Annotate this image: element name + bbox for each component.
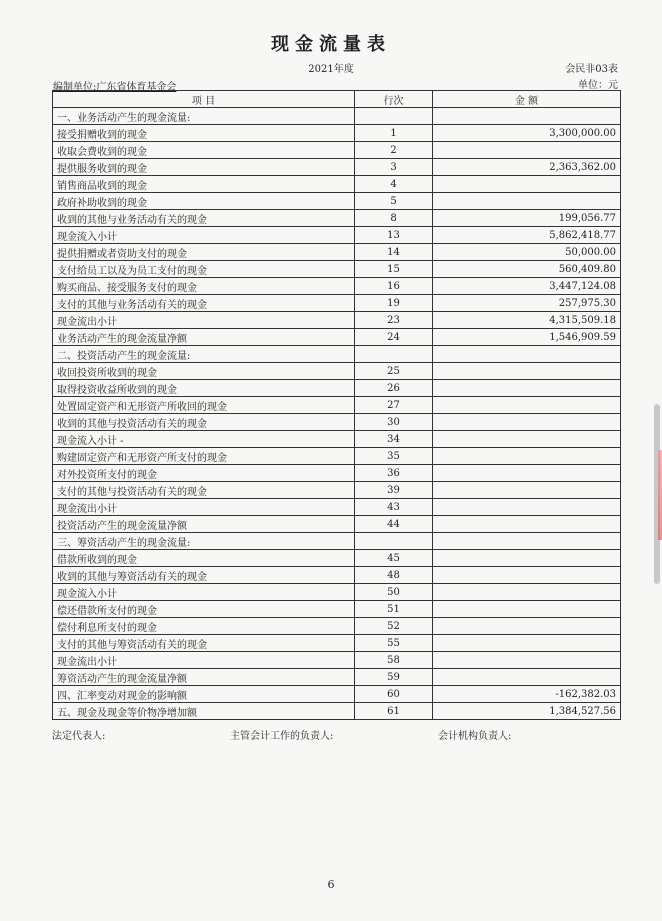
table-row (53, 295, 621, 312)
row-line-number (355, 533, 433, 550)
row-item: 投资活动产生的现金流量净额 (53, 516, 355, 533)
column-header-amount: 金 额 (433, 91, 621, 108)
row-line-number: 48 (355, 567, 433, 584)
row-amount: 199,056.77 (433, 210, 621, 227)
row-line-number: 43 (355, 499, 433, 516)
row-amount (433, 533, 621, 550)
row-line-number: 59 (355, 669, 433, 686)
table-row (53, 244, 621, 261)
row-item: 现金流入小计 - (53, 431, 355, 448)
row-amount (433, 397, 621, 414)
row-amount (433, 550, 621, 567)
row-line-number: 50 (355, 584, 433, 601)
form-number: 会民非03表 (565, 64, 618, 75)
row-amount: 5,862,418.77 (433, 227, 621, 244)
row-item: 收到的其他与筹资活动有关的现金 (53, 567, 355, 584)
row-item: 支付的其他与业务活动有关的现金 (53, 295, 355, 312)
row-amount (433, 482, 621, 499)
row-line-number: 19 (355, 295, 433, 312)
row-line-number: 1 (355, 125, 433, 142)
table-row (53, 397, 621, 414)
row-amount (433, 346, 621, 363)
table-row (53, 635, 621, 652)
row-line-number: 5 (355, 193, 433, 210)
row-item: 销售商品收到的现金 (53, 176, 355, 193)
row-line-number: 51 (355, 601, 433, 618)
table-row (53, 363, 621, 380)
row-line-number: 16 (355, 278, 433, 295)
row-line-number: 52 (355, 618, 433, 635)
row-amount (433, 465, 621, 482)
table-row (53, 193, 621, 210)
row-amount (433, 669, 621, 686)
row-line-number: 25 (355, 363, 433, 380)
table-row (53, 414, 621, 431)
row-item: 筹资活动产生的现金流量净额 (53, 669, 355, 686)
table-row (53, 618, 621, 635)
row-amount (433, 142, 621, 159)
row-item: 政府补助收到的现金 (53, 193, 355, 210)
row-line-number: 39 (355, 482, 433, 499)
row-line-number: 14 (355, 244, 433, 261)
table-row (53, 431, 621, 448)
table-row (53, 312, 621, 329)
table-body (53, 108, 621, 720)
row-amount: 4,315,509.18 (433, 312, 621, 329)
column-header-line: 行次 (355, 91, 433, 108)
table-row (53, 159, 621, 176)
row-item: 购买商品、接受服务支付的现金 (53, 278, 355, 295)
fiscal-year: 2021年度 (308, 64, 354, 75)
row-amount: 3,447,124.08 (433, 278, 621, 295)
row-item: 对外投资所支付的现金 (53, 465, 355, 482)
column-header-item: 项 目 (53, 91, 355, 108)
row-item: 支付的其他与筹资活动有关的现金 (53, 635, 355, 652)
row-line-number: 13 (355, 227, 433, 244)
seal-edge (658, 450, 662, 540)
row-item: 三、筹资活动产生的现金流量: (53, 533, 355, 550)
table-row (53, 278, 621, 295)
table-row (53, 669, 621, 686)
row-line-number: 55 (355, 635, 433, 652)
row-line-number: 34 (355, 431, 433, 448)
legal-representative-label: 法定代表人: (52, 731, 106, 742)
row-item: 处置固定资产和无形资产所收回的现金 (53, 397, 355, 414)
row-amount (433, 363, 621, 380)
row-amount (433, 448, 621, 465)
row-item: 提供捐赠或者资助支付的现金 (53, 244, 355, 261)
row-item: 收取会费收到的现金 (53, 142, 355, 159)
table-row (53, 550, 621, 567)
table-row (53, 533, 621, 550)
row-line-number: 4 (355, 176, 433, 193)
row-line-number (355, 346, 433, 363)
row-line-number: 23 (355, 312, 433, 329)
row-amount (433, 516, 621, 533)
row-line-number: 24 (355, 329, 433, 346)
table-row (53, 125, 621, 142)
row-line-number: 45 (355, 550, 433, 567)
row-item: 现金流出小计 (53, 312, 355, 329)
row-item: 购建固定资产和无形资产所支付的现金 (53, 448, 355, 465)
table-row (53, 465, 621, 482)
row-item: 五、现金及现金等价物净增加额 (53, 703, 355, 720)
table-row (53, 329, 621, 346)
table-header-row (53, 91, 621, 108)
row-amount (433, 108, 621, 125)
table-row (53, 482, 621, 499)
accounting-head-label: 主管会计工作的负责人: (230, 731, 334, 742)
row-item: 收到的其他与投资活动有关的现金 (53, 414, 355, 431)
row-line-number: 35 (355, 448, 433, 465)
row-item: 现金流出小计 (53, 499, 355, 516)
row-amount: 560,409.80 (433, 261, 621, 278)
row-line-number: 8 (355, 210, 433, 227)
table-row (53, 176, 621, 193)
row-amount (433, 601, 621, 618)
row-amount: 50,000.00 (433, 244, 621, 261)
row-item: 支付给员工以及为员工支付的现金 (53, 261, 355, 278)
table-row (53, 652, 621, 669)
row-line-number: 36 (355, 465, 433, 482)
table-row (53, 210, 621, 227)
page-number: 6 (327, 878, 335, 891)
row-amount: -162,382.03 (433, 686, 621, 703)
row-line-number: 3 (355, 159, 433, 176)
row-amount (433, 652, 621, 669)
row-line-number: 2 (355, 142, 433, 159)
row-item: 接受捐赠收到的现金 (53, 125, 355, 142)
table-row (53, 227, 621, 244)
table-row (53, 108, 621, 125)
row-line-number: 30 (355, 414, 433, 431)
table-row (53, 346, 621, 363)
table-row (53, 448, 621, 465)
row-amount: 2,363,362.00 (433, 159, 621, 176)
table-row (53, 261, 621, 278)
table-row (53, 516, 621, 533)
row-line-number: 15 (355, 261, 433, 278)
row-item: 提供服务收到的现金 (53, 159, 355, 176)
table-row (53, 142, 621, 159)
row-line-number (355, 108, 433, 125)
row-item: 业务活动产生的现金流量净额 (53, 329, 355, 346)
row-item: 收到的其他与业务活动有关的现金 (53, 210, 355, 227)
row-item: 现金流入小计 (53, 227, 355, 244)
row-amount (433, 193, 621, 210)
row-amount (433, 380, 621, 397)
row-amount: 257,975.30 (433, 295, 621, 312)
table-row (53, 567, 621, 584)
table-row (53, 686, 621, 703)
row-amount: 3,300,000.00 (433, 125, 621, 142)
preparing-organization: 编制单位:广东省体育基金会 (53, 82, 177, 93)
row-amount (433, 567, 621, 584)
table-row (53, 499, 621, 516)
table-row (53, 601, 621, 618)
row-amount (433, 176, 621, 193)
row-item: 偿还借款所支付的现金 (53, 601, 355, 618)
row-line-number: 61 (355, 703, 433, 720)
row-item: 偿付利息所支付的现金 (53, 618, 355, 635)
row-item: 一、业务活动产生的现金流量: (53, 108, 355, 125)
accounting-org-head-label: 会计机构负责人: (438, 731, 512, 742)
cash-flow-table (52, 90, 621, 720)
row-amount: 1,384,527.56 (433, 703, 621, 720)
row-item: 收回投资所收到的现金 (53, 363, 355, 380)
row-amount (433, 431, 621, 448)
currency-unit: 单位：元 (578, 80, 618, 91)
row-line-number: 60 (355, 686, 433, 703)
row-item: 四、汇率变动对现金的影响额 (53, 686, 355, 703)
row-line-number: 58 (355, 652, 433, 669)
row-item: 二、投资活动产生的现金流量: (53, 346, 355, 363)
row-item: 现金流入小计 (53, 584, 355, 601)
row-amount (433, 584, 621, 601)
row-item: 现金流出小计 (53, 652, 355, 669)
table-row (53, 380, 621, 397)
table-row (53, 584, 621, 601)
row-item: 借款所收到的现金 (53, 550, 355, 567)
row-line-number: 26 (355, 380, 433, 397)
row-amount: 1,546,909.59 (433, 329, 621, 346)
row-item: 支付的其他与投资活动有关的现金 (53, 482, 355, 499)
row-amount (433, 414, 621, 431)
row-amount (433, 635, 621, 652)
row-item: 取得投资收益所收到的现金 (53, 380, 355, 397)
row-amount (433, 618, 621, 635)
row-line-number: 44 (355, 516, 433, 533)
row-line-number: 27 (355, 397, 433, 414)
table-row (53, 703, 621, 720)
row-amount (433, 499, 621, 516)
document-title: 现金流量表 (271, 34, 391, 55)
